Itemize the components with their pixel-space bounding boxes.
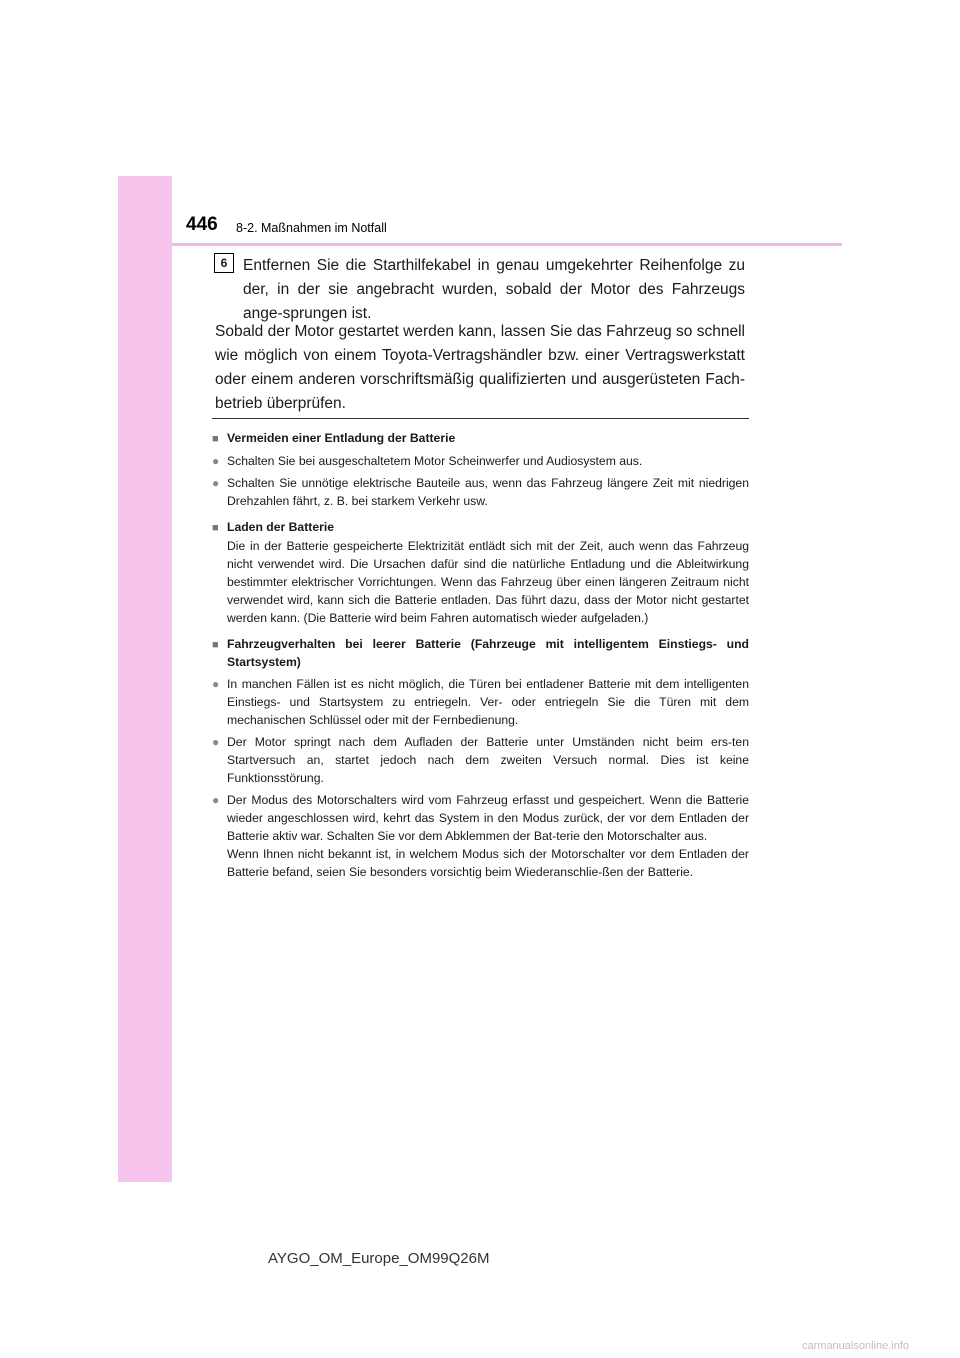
list-item (212, 675, 749, 729)
note-title: Fahrzeugverhalten bei leerer Batterie (Fahrzeuge mit intelligentem Einstiegs- und Startsystem) (227, 637, 749, 669)
step-text: Entfernen Sie die Starthilfekabel in genau umgekehrter Reihenfolge zu der, in der sie angebracht wurden, sobald der Motor des Fahrzeugs ange-sprungen ist. (243, 257, 745, 322)
list-item (212, 733, 749, 787)
list-item-text: Schalten Sie unnötige elektrische Bauteile aus, wenn das Fahrzeug längere Zeit mit niedrigen Drehzahlen fährt, z. B. bei starkem Verkehr usw. (227, 476, 749, 508)
circle-bullet-icon: ● (212, 454, 220, 468)
list-item (212, 474, 749, 510)
watermark: carmanualsonline.info (802, 1340, 910, 1352)
list-item (212, 791, 749, 881)
list-item-text: Schalten Sie bei ausgeschaltetem Motor Scheinwerfer und Audiosystem aus. (227, 454, 643, 468)
notes-section (212, 429, 749, 889)
page-number: 446 (186, 214, 218, 235)
list-item-text: Der Motor springt nach dem Aufladen der Batterie unter Umständen nicht beim ers-ten Startversuch an, startet jedoch nach dem zweiten Versuch normal. Dies ist keine Funktionsstörung. (227, 735, 749, 785)
square-bullet-icon: ■ (212, 433, 219, 445)
note-title: Vermeiden einer Entladung der Batterie (227, 431, 456, 445)
section-title: 8-2. Maßnahmen im Notfall (236, 221, 387, 235)
body-paragraph: Sobald der Motor gestartet werden kann, lassen Sie das Fahrzeug so schnell wie möglich von einem Toyota-Vertragshändler bzw. einer Vertragswerkstatt oder einem anderen vorschriftsmäßig qualifizierten und ausgerüsteten Fach-betrieb überprüfen. (215, 323, 745, 412)
side-margin-band (118, 176, 172, 1182)
circle-bullet-icon: ● (212, 677, 220, 691)
square-bullet-icon: ■ (212, 522, 219, 534)
note-vehicle-behavior (212, 635, 749, 881)
circle-bullet-icon: ● (212, 476, 220, 490)
list-item-text: In manchen Fällen ist es nicht möglich, die Türen bei entladener Batterie mit dem intelligenten Einstiegs- und Startsystem zu entriegeln. Ver- oder entriegeln Sie die Türen mit dem mechanischen Schlüssel oder mit der Fernbedienung. (227, 677, 749, 727)
note-title: Laden der Batterie (227, 520, 335, 534)
section-divider (212, 418, 749, 419)
note-battery-discharge (212, 429, 749, 510)
list-item-text: Wenn Ihnen nicht bekannt ist, in welchem Modus sich der Motorschalter vor dem Entladen der Batterie befand, seien Sie besonders vorsichtig beim Wiederanschlie-ßen der Batterie. (227, 847, 749, 879)
step-number-badge: 6 (214, 253, 234, 273)
circle-bullet-icon: ● (212, 735, 220, 749)
list-item-text: Der Modus des Motorschalters wird vom Fahrzeug erfasst und gespeichert. Wenn die Batterie wieder angeschlossen wird, kehrt das System in den Modus zurück, der vor dem Entladen der Batterie aktiv war. Schalten Sie vor dem Abklemmen der Bat-terie den Motorschalter aus. (227, 793, 749, 843)
list-item (212, 452, 749, 470)
document-id-footer: AYGO_OM_Europe_OM99Q26M (268, 1250, 490, 1267)
note-battery-charging (212, 518, 749, 627)
square-bullet-icon: ■ (212, 639, 219, 651)
header-rule (172, 243, 842, 246)
circle-bullet-icon: ● (212, 793, 220, 807)
note-body: Die in der Batterie gespeicherte Elektrizität entlädt sich mit der Zeit, auch wenn das Fahrzeug nicht verwendet wird. Die Ursachen dafür sind die natürliche Entladung und die Ableitwirkung bestimmter elektrischer Vorrichtungen. Wenn das Fahrzeug über einen längeren Zeitraum nicht verwendet wird, kann sich die Batterie entladen. Das führt dazu, dass der Motor nicht gestartet werden kann. (Die Batterie wird beim Fahren automatisch wieder aufgeladen.) (227, 539, 749, 625)
